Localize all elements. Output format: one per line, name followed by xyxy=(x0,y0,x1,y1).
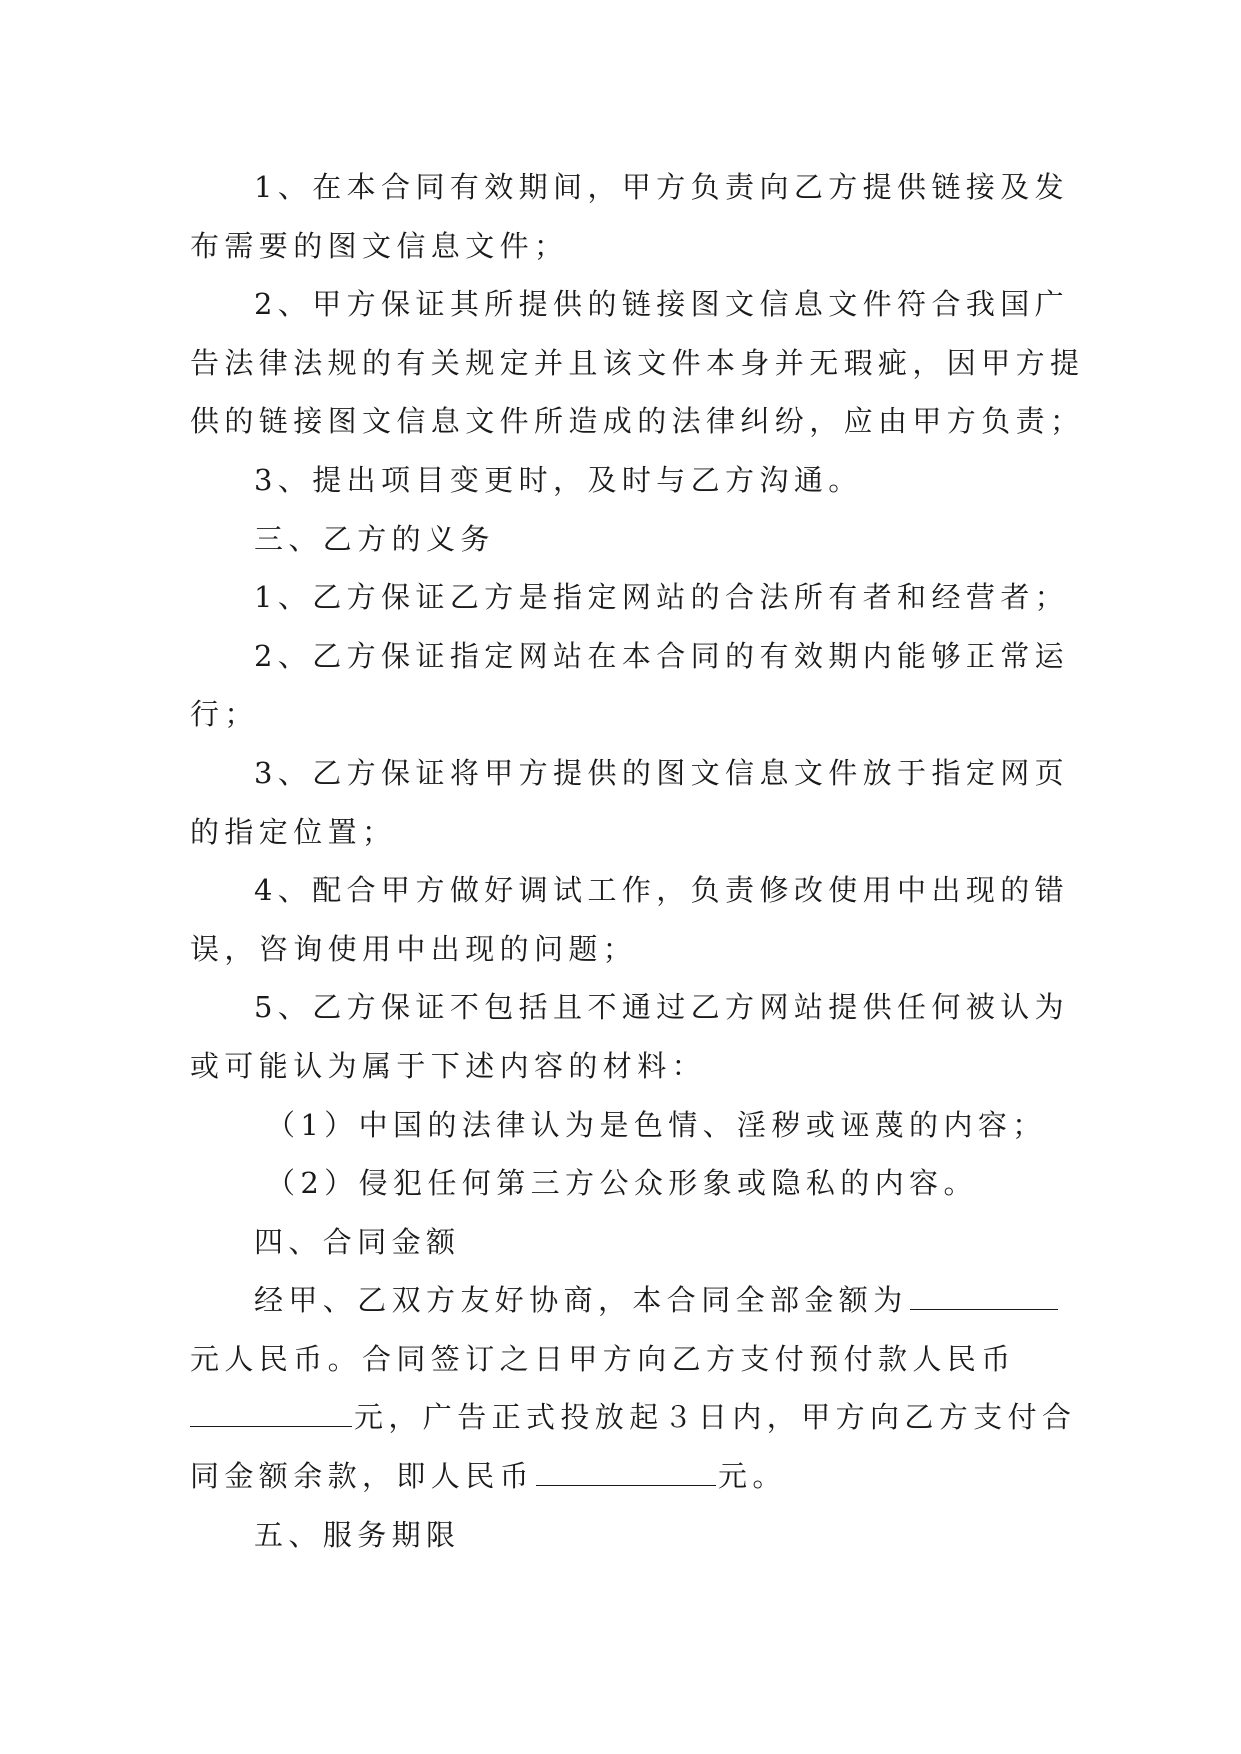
amount-line-3 xyxy=(190,1388,1077,1447)
amount-text: 经甲、乙双方友好协商，本合同全部金额为 xyxy=(254,1283,908,1318)
amount-text: 同金额余款，即人民币 xyxy=(190,1459,535,1494)
paragraph-line: 1、乙方保证乙方是指定网站的合法所有者和经营者； xyxy=(254,580,1070,615)
paragraph-line: 3、提出项目变更时，及时与乙方沟通。 xyxy=(254,462,863,497)
amount-line-1 xyxy=(190,1271,1050,1330)
balance-blank xyxy=(536,1459,716,1486)
document-page xyxy=(190,158,1085,1564)
paragraph-line: 4、配合甲方做好调试工作，负责修改使用中出现的错 xyxy=(254,873,1070,908)
paragraph-line: 或可能认为属于下述内容的材料： xyxy=(190,1048,707,1083)
paragraph-line: 行； xyxy=(190,697,259,732)
paragraph-line: 2、乙方保证指定网站在本合同的有效期内能够正常运 xyxy=(254,638,1070,673)
total-amount-blank xyxy=(910,1283,1058,1310)
prepayment-blank xyxy=(190,1400,352,1427)
paragraph-line: 供的链接图文信息文件所造成的法律纠纷，应由甲方负责； xyxy=(190,404,1085,439)
paragraph-line: 告法律法规的有关规定并且该文件本身并无瑕疵，因甲方提 xyxy=(190,345,1085,380)
amount-line-4 xyxy=(190,1447,1050,1506)
section-heading: 四、合同金额 xyxy=(254,1224,461,1259)
paragraph-line: 3、乙方保证将甲方提供的图文信息文件放于指定网页 xyxy=(254,755,1070,790)
amount-text: 元，广告正式投放起３日内，甲方向乙方支付合 xyxy=(354,1400,1077,1435)
paragraph-line: 5、乙方保证不包括且不通过乙方网站提供任何被认为 xyxy=(254,990,1070,1025)
section-heading: 五、服务期限 xyxy=(254,1517,461,1552)
sub-item-line: （1）中国的法律认为是色情、淫秽或诬蔑的内容； xyxy=(266,1107,1047,1142)
paragraph-line: 2、甲方保证其所提供的链接图文信息文件符合我国广 xyxy=(254,287,1070,322)
amount-line-2: 元人民币。合同签订之日甲方向乙方支付预付款人民币 xyxy=(190,1341,1016,1376)
amount-text: 元。 xyxy=(718,1459,787,1494)
paragraph-line: 1、在本合同有效期间，甲方负责向乙方提供链接及发 xyxy=(254,170,1070,204)
paragraph-line: 误，咨询使用中出现的问题； xyxy=(190,931,638,966)
paragraph-line: 布需要的图文信息文件； xyxy=(190,228,569,263)
paragraph-line: 的指定位置； xyxy=(190,814,397,849)
section-heading: 三、乙方的义务 xyxy=(254,521,495,556)
sub-item-line: （2）侵犯任何第三方公众形象或隐私的内容。 xyxy=(266,1166,978,1201)
